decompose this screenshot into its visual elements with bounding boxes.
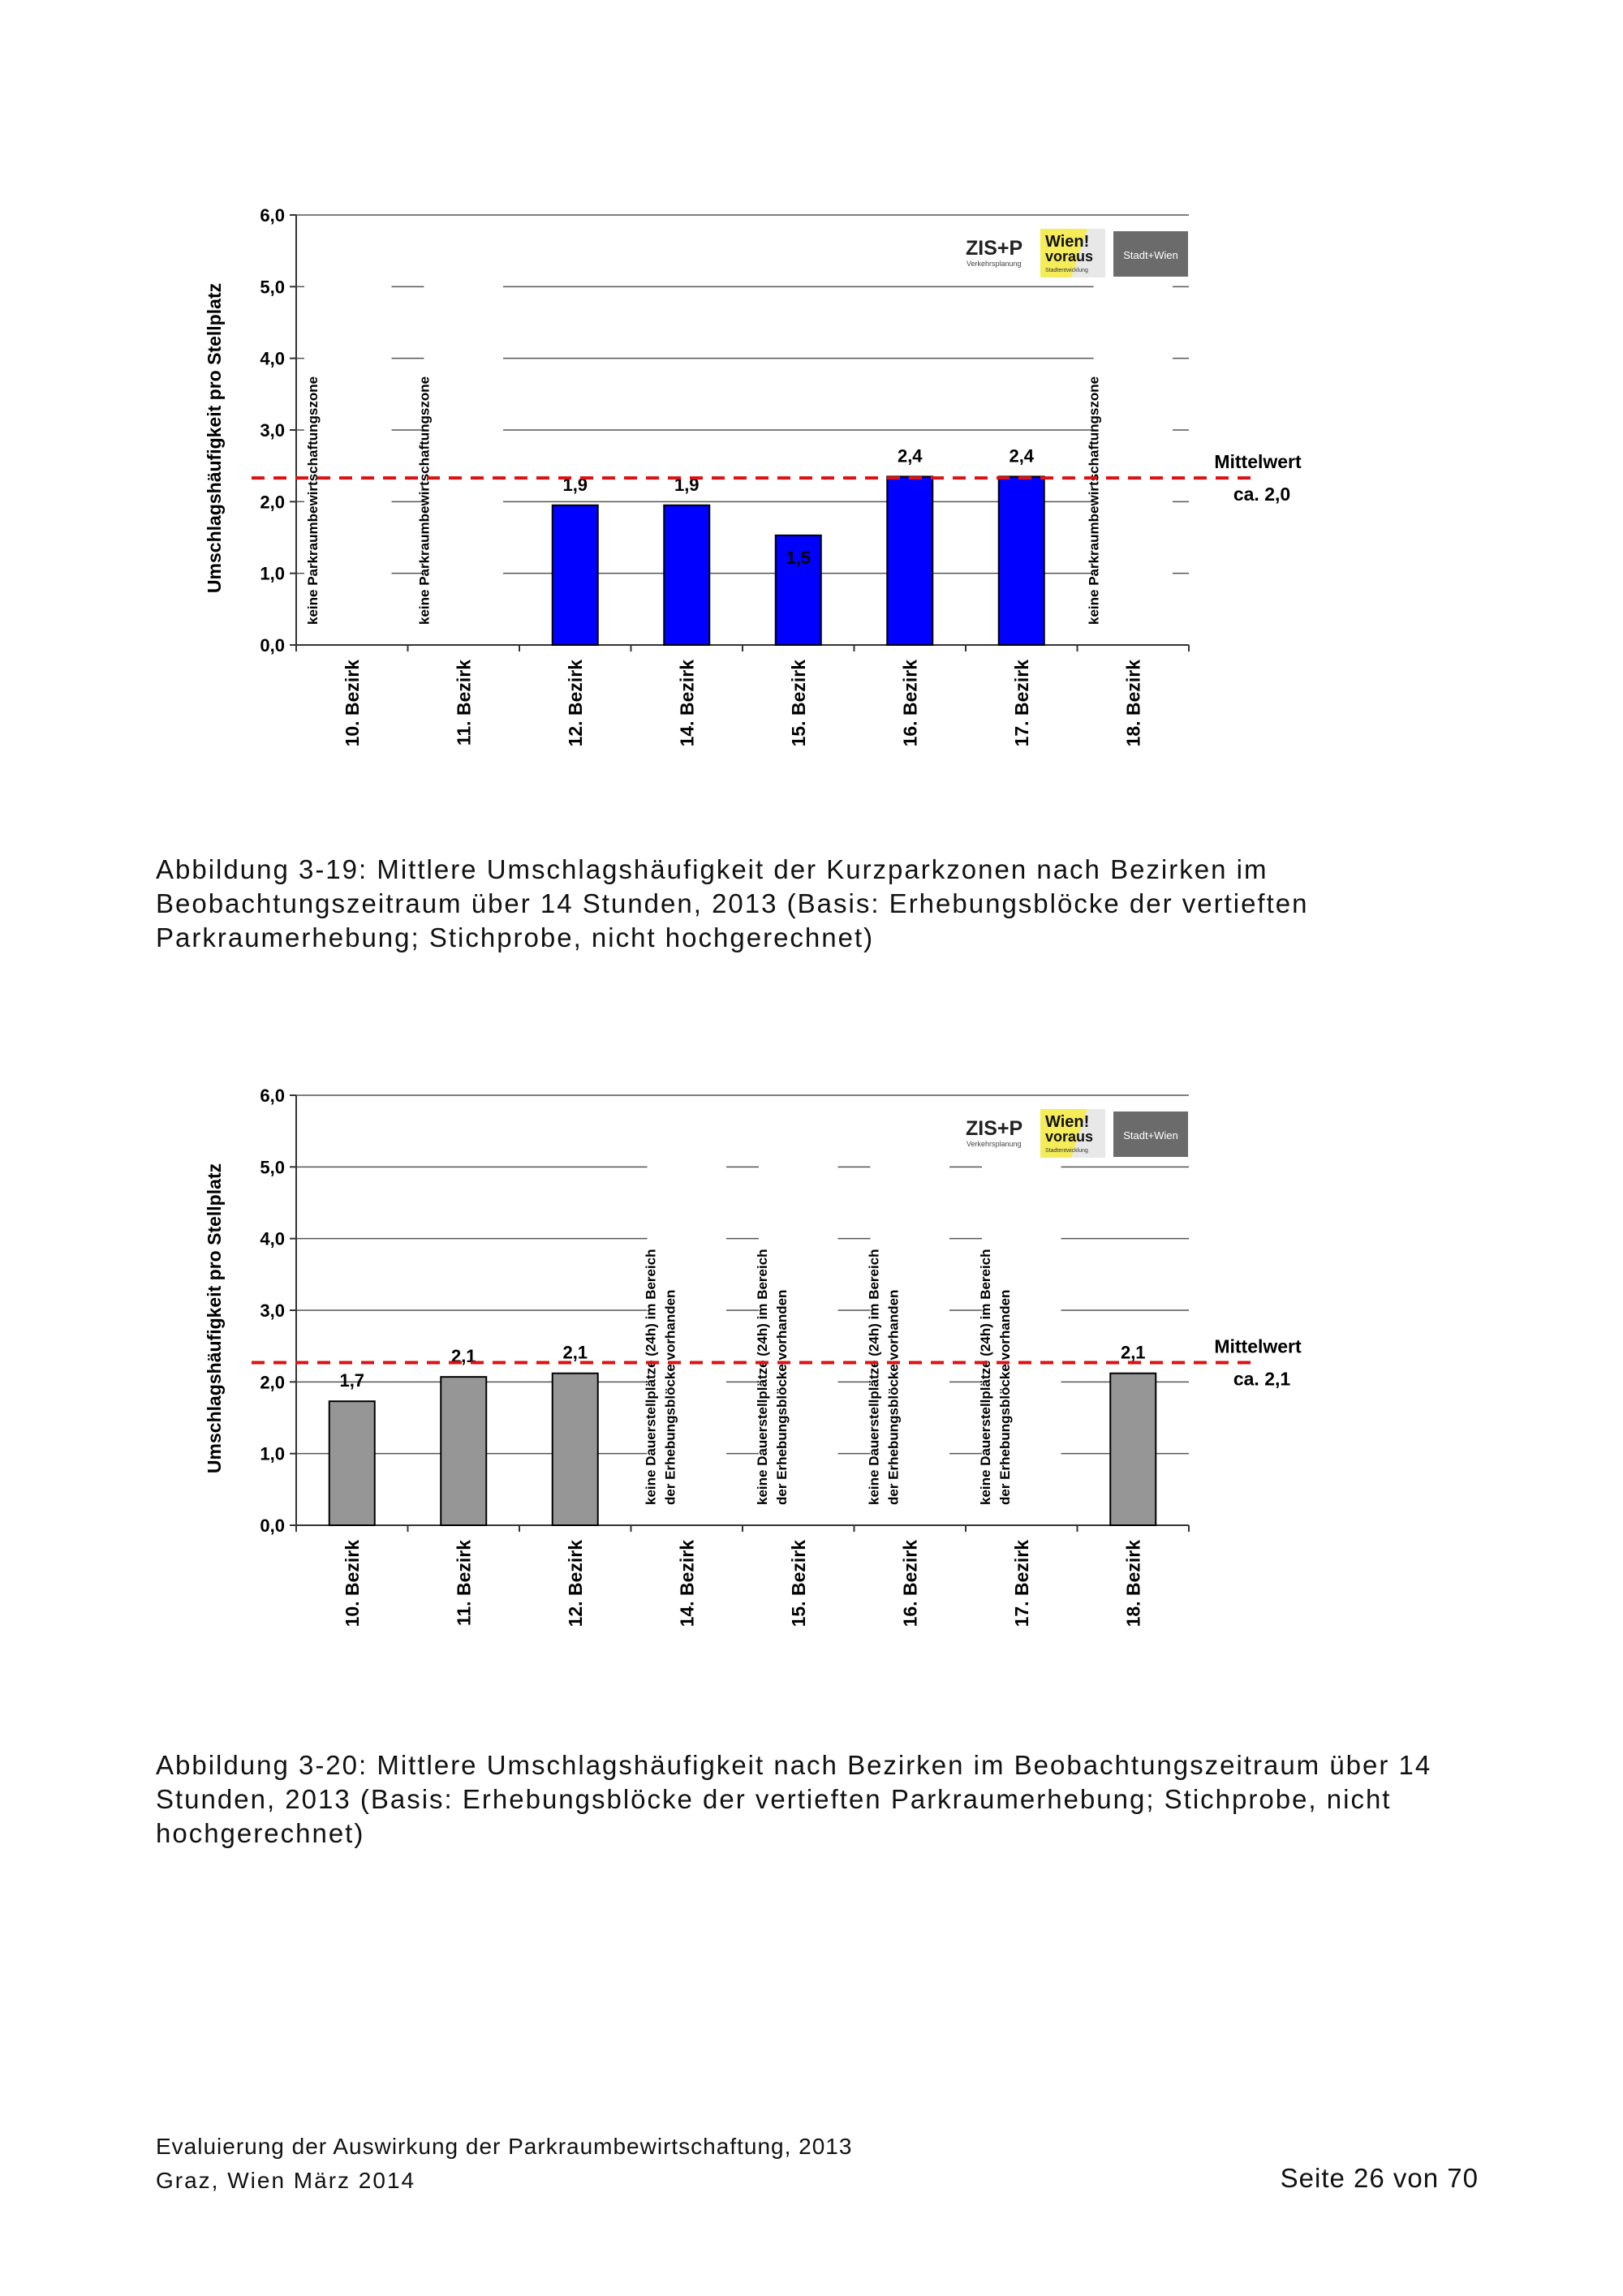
c0-y-tick-label: 3,0 bbox=[260, 420, 285, 441]
c0-y-tick-label: 5,0 bbox=[260, 277, 285, 298]
c0-y-axis-title: Umschlagshäufigkeit pro Stellplatz bbox=[204, 282, 225, 594]
c1-bar bbox=[329, 1401, 375, 1525]
c0-y-tick-label: 1,0 bbox=[260, 563, 285, 584]
c0-y-tick-label: 2,0 bbox=[260, 492, 285, 513]
c0-y-tick-label: 0,0 bbox=[260, 635, 285, 656]
c1-y-tick-label: 5,0 bbox=[260, 1157, 285, 1178]
c0-logo-zis: ZIS+P bbox=[966, 237, 1023, 260]
c0-value-label: 1,9 bbox=[562, 474, 588, 495]
c1-value-label: 2,1 bbox=[1120, 1342, 1146, 1363]
c0-value-label: 1,5 bbox=[786, 547, 812, 568]
c1-logo-wien-sub: Stadtentwicklung bbox=[1045, 1148, 1088, 1154]
c1-note: keine Dauerstellplätze (24h) im Bereich bbox=[866, 1249, 882, 1505]
chart-2-svg bbox=[0, 1059, 1623, 1627]
c1-logo-wien2: voraus bbox=[1045, 1129, 1094, 1145]
c0-category-label: 18. Bezirk bbox=[1122, 660, 1144, 746]
c0-bar bbox=[664, 505, 709, 645]
c1-logo-zis-sub: Verkehrsplanung bbox=[966, 1140, 1022, 1148]
c1-bar bbox=[553, 1374, 598, 1525]
c1-y-tick-label: 1,0 bbox=[260, 1443, 285, 1464]
c0-mean-value: ca. 2,0 bbox=[1233, 484, 1291, 505]
chart-umschlag-bezirke bbox=[0, 1059, 1623, 1627]
c0-category-label: 16. Bezirk bbox=[899, 660, 921, 746]
c1-mean-label: Mittelwert bbox=[1214, 1335, 1302, 1357]
c1-y-axis-title: Umschlagshäufigkeit pro Stellplatz bbox=[204, 1163, 225, 1474]
c1-y-tick-label: 6,0 bbox=[260, 1086, 285, 1106]
c0-y-tick-label: 4,0 bbox=[260, 348, 285, 369]
c0-category-label: 17. Bezirk bbox=[1010, 660, 1032, 746]
c0-bar bbox=[887, 476, 932, 645]
c1-category-label: 17. Bezirk bbox=[1010, 1540, 1032, 1627]
c0-category-label: 11. Bezirk bbox=[453, 660, 475, 746]
c1-mean-value: ca. 2,1 bbox=[1233, 1368, 1291, 1390]
c0-category-label: 15. Bezirk bbox=[787, 660, 809, 746]
c0-mean-label: Mittelwert bbox=[1214, 451, 1302, 473]
footer-place-date: Graz, Wien März 2014 bbox=[156, 2168, 416, 2193]
c1-y-tick-label: 0,0 bbox=[260, 1516, 285, 1536]
chart-umschlag-kurzparkzonen bbox=[0, 178, 1623, 746]
c0-note: keine Parkraumbewirtschaftungszone bbox=[305, 376, 321, 625]
c1-y-tick-label: 3,0 bbox=[260, 1301, 285, 1321]
figure-caption-3-20: Abbildung 3-20: Mittlere Umschlagshäufigkeit nach Bezirken im Beobachtungszeitraum über 14 Stunden, 2013 (Basis: Erhebungsblöcke der vertieften Parkraumerhebung; Stichprobe, nicht hochgerechnet) bbox=[156, 1750, 1432, 1848]
c0-logo-wien2: voraus bbox=[1045, 248, 1094, 264]
c0-value-label: 2,4 bbox=[1009, 445, 1035, 467]
c1-y-tick-label: 4,0 bbox=[260, 1228, 285, 1249]
c1-logo-stadt: Stadt+Wien bbox=[1123, 1129, 1178, 1142]
c1-y-tick-label: 2,0 bbox=[260, 1372, 285, 1393]
c0-value-label: 2,4 bbox=[897, 445, 923, 467]
c1-category-label: 16. Bezirk bbox=[899, 1540, 921, 1627]
c1-category-label: 18. Bezirk bbox=[1122, 1540, 1144, 1627]
c1-logo-wien1: Wien! bbox=[1045, 1113, 1090, 1131]
c1-logo-zis: ZIS+P bbox=[966, 1117, 1023, 1140]
c0-logo-zis-sub: Verkehrsplanung bbox=[966, 260, 1022, 268]
c0-logo-wien-sub: Stadtentwicklung bbox=[1045, 268, 1088, 273]
c1-note: keine Dauerstellplätze (24h) im Bereich bbox=[755, 1249, 770, 1505]
c1-note: der Erhebungsblöcke vorhanden bbox=[997, 1289, 1013, 1505]
c0-category-label: 10. Bezirk bbox=[341, 660, 363, 746]
c1-bar bbox=[1110, 1374, 1156, 1525]
c1-bar bbox=[441, 1377, 486, 1525]
c0-value-label: 1,9 bbox=[674, 474, 700, 495]
figure-caption-3-19: Abbildung 3-19: Mittlere Umschlagshäufigkeit der Kurzparkzonen nach Bezirken im Beobachtungszeitraum über 14 Stunden, 2013 (Basis: Erhebungsblöcke der vertieften Parkraumerhebung; Stichprobe, nicht hochgerechnet) bbox=[156, 854, 1309, 952]
c0-bar bbox=[553, 505, 598, 645]
c0-category-label: 12. Bezirk bbox=[564, 660, 586, 746]
c1-category-label: 10. Bezirk bbox=[341, 1540, 363, 1627]
c0-category-label: 14. Bezirk bbox=[676, 660, 698, 746]
chart-1-svg bbox=[0, 178, 1623, 746]
c1-category-label: 11. Bezirk bbox=[453, 1540, 475, 1627]
c0-y-tick-label: 6,0 bbox=[260, 205, 285, 226]
c1-category-label: 14. Bezirk bbox=[676, 1540, 698, 1627]
c1-note: keine Dauerstellplätze (24h) im Bereich bbox=[643, 1249, 659, 1505]
c1-note: der Erhebungsblöcke vorhanden bbox=[774, 1289, 790, 1505]
c1-category-label: 12. Bezirk bbox=[564, 1540, 586, 1627]
c0-logo-stadt: Stadt+Wien bbox=[1123, 249, 1178, 261]
c1-category-label: 15. Bezirk bbox=[787, 1540, 809, 1627]
c0-note: keine Parkraumbewirtschaftungszone bbox=[416, 376, 433, 625]
footer-page-number: Seite 26 von 70 bbox=[1280, 2163, 1479, 2193]
footer-document-title: Evaluierung der Auswirkung der Parkraumbewirtschaftung, 2013 bbox=[156, 2134, 853, 2159]
c1-note: der Erhebungsblöcke vorhanden bbox=[662, 1289, 678, 1505]
c1-value-label: 1,7 bbox=[339, 1370, 365, 1391]
c1-note: der Erhebungsblöcke vorhanden bbox=[885, 1289, 902, 1505]
c1-note: keine Dauerstellplätze (24h) im Bereich bbox=[978, 1249, 993, 1505]
c1-value-label: 2,1 bbox=[562, 1342, 588, 1363]
c1-value-label: 2,1 bbox=[450, 1346, 476, 1367]
c0-note: keine Parkraumbewirtschaftungszone bbox=[1086, 376, 1102, 625]
c0-bar bbox=[999, 476, 1044, 645]
c0-logo-wien1: Wien! bbox=[1045, 233, 1090, 251]
